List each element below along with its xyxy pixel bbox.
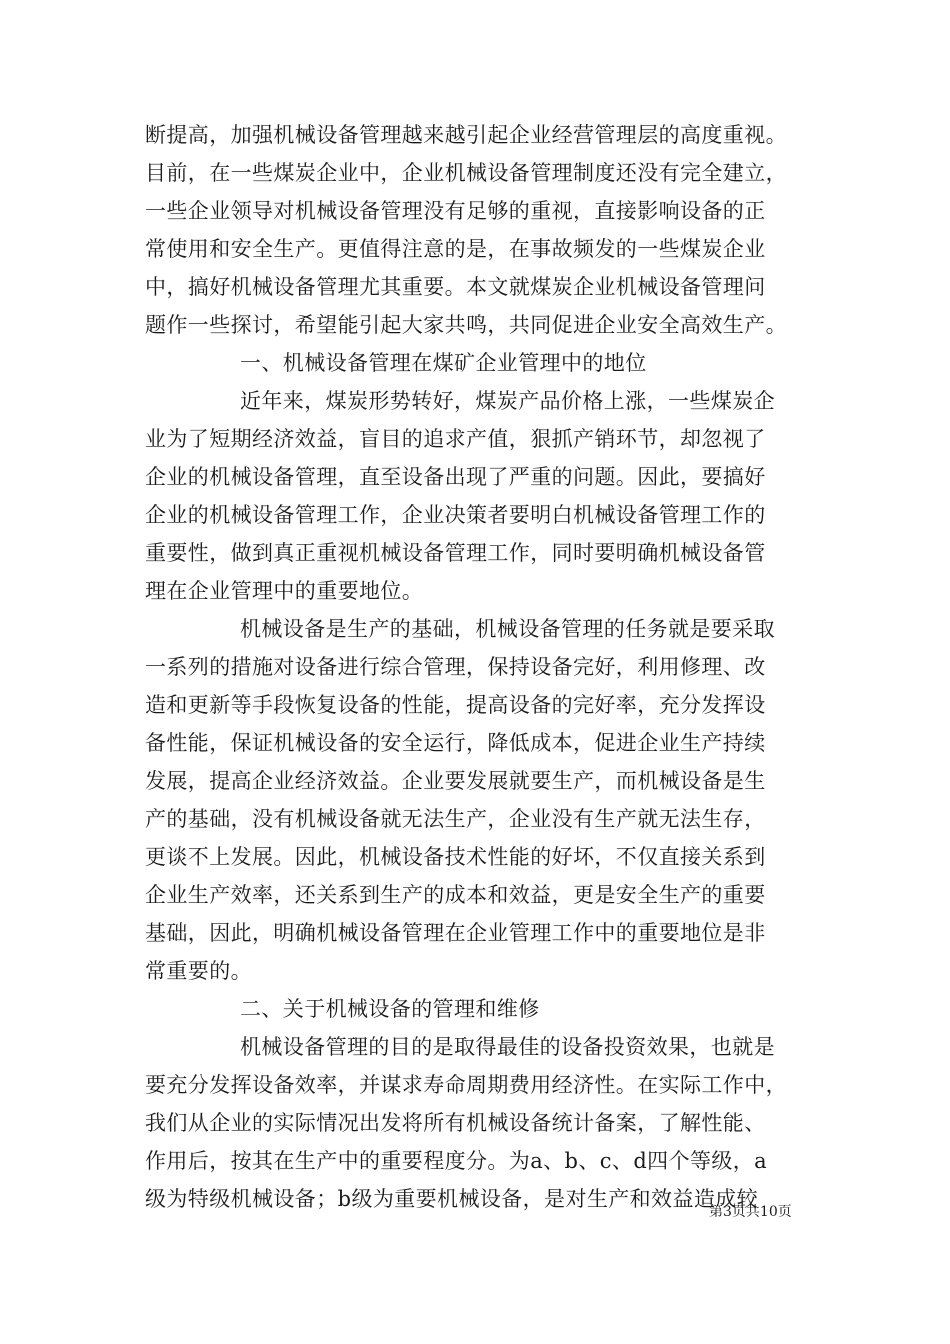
- page-number-footer: 第3页共10页: [709, 1204, 792, 1220]
- body-line: 更谈不上发展。因此，机械设备技术性能的好坏，不仅直接关系到: [145, 845, 766, 869]
- section-heading: 一、机械设备管理在煤矿企业管理中的地位: [240, 351, 647, 375]
- body-line: 我们从企业的实际情况出发将所有机械设备统计备案，了解性能、: [145, 1111, 766, 1135]
- body-line: 目前，在一些煤炭企业中，企业机械设备管理制度还没有完全建立，: [145, 161, 787, 185]
- body-line: 企业的机械设备管理工作，企业决策者要明白机械设备管理工作的: [145, 503, 766, 527]
- body-line: 要充分发挥设备效率，并谋求寿命周期费用经济性。在实际工作中，: [145, 1073, 787, 1097]
- body-line: 基础，因此，明确机械设备管理在企业管理工作中的重要地位是非: [145, 921, 766, 945]
- body-line: 断提高，加强机械设备管理越来越引起企业经营管理层的高度重视。: [145, 123, 787, 147]
- body-line: 一些企业领导对机械设备管理没有足够的重视，直接影响设备的正: [145, 199, 766, 223]
- body-line: 常使用和安全生产。更值得注意的是，在事故频发的一些煤炭企业: [145, 237, 766, 261]
- body-line: 题作一些探讨，希望能引起大家共鸣，共同促进企业安全高效生产。: [145, 313, 787, 337]
- body-line: 业为了短期经济效益，盲目的追求产值，狠抓产销环节，却忽视了: [145, 427, 766, 451]
- body-line: 一系列的措施对设备进行综合管理，保持设备完好，利用修理、改: [145, 655, 766, 679]
- paragraph-first-line: 机械设备是生产的基础，机械设备管理的任务就是要采取: [240, 617, 775, 641]
- body-line: 理在企业管理中的重要地位。: [145, 579, 424, 603]
- body-line: 重要性，做到真正重视机械设备管理工作，同时要明确机械设备管: [145, 541, 766, 565]
- body-line: 企业的机械设备管理，直至设备出现了严重的问题。因此，要搞好: [145, 465, 766, 489]
- body-line: 造和更新等手段恢复设备的性能，提高设备的完好率，充分发挥设: [145, 693, 766, 717]
- section-heading: 二、关于机械设备的管理和维修: [240, 997, 540, 1021]
- body-line: 产的基础，没有机械设备就无法生产，企业没有生产就无法生存，: [145, 807, 766, 831]
- paragraph-first-line: 机械设备管理的目的是取得最佳的设备投资效果，也就是: [240, 1035, 775, 1059]
- body-line: 中，搞好机械设备管理尤其重要。本文就煤炭企业机械设备管理问: [145, 275, 766, 299]
- paragraph-first-line: 近年来，煤炭形势转好，煤炭产品价格上涨，一些煤炭企: [240, 389, 775, 413]
- body-line: 企业生产效率，还关系到生产的成本和效益，更是安全生产的重要: [145, 883, 766, 907]
- body-line: 作用后，按其在生产中的重要程度分。为a、b、c、d四个等级，a: [145, 1149, 768, 1173]
- body-line: 发展，提高企业经济效益。企业要发展就要生产，而机械设备是生: [145, 769, 766, 793]
- body-line: 常重要的。: [145, 959, 252, 983]
- body-line: 备性能，保证机械设备的安全运行，降低成本，促进企业生产持续: [145, 731, 766, 755]
- body-line: 级为特级机械设备；b级为重要机械设备，是对生产和效益造成较: [145, 1187, 759, 1211]
